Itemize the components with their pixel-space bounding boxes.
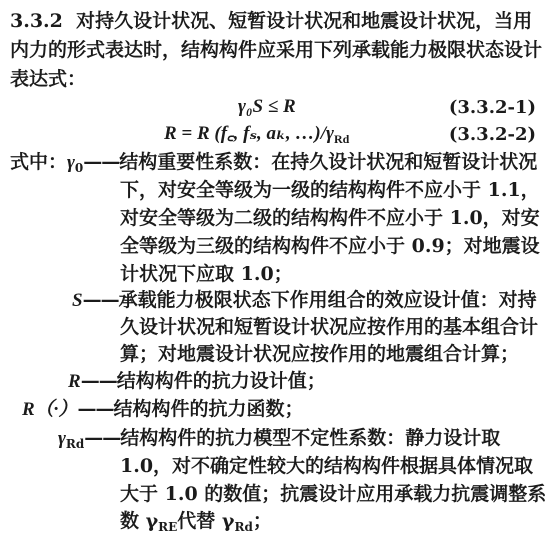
definition-gammaRd-line-2: 1.0，对不确定性较大的结构构件根据具体情况取	[120, 455, 534, 477]
section-intro-line-1: 3.3.2 对持久设计状况、短暂设计状况和地震设计状况，当用	[10, 10, 533, 32]
definition-gamma0: 式中：$\gamma_0——$结构重要性系数：在持久设计状况和短暂设计状况	[10, 151, 538, 175]
definition-gamma0-line-3: 对安全等级为二级的结构构件不应小于 1.0，对安	[120, 207, 540, 229]
definition-R-function: R（·）——结构构件的抗力函数；	[22, 398, 304, 420]
equation-1-number: (3.3.2-1)	[448, 97, 536, 118]
equation-2: R = R (f꜀, fₛ, aₖ, $\dots)/\gamma_{Rd}$	[164, 123, 350, 146]
definition-S-line-2: 久设计状况和短暂设计状况应按作用的基本组合计	[120, 316, 539, 338]
definition-gammaRd-line-3: 大于 1.0 的数值；抗震设计应用承载力抗震调整系	[120, 483, 547, 505]
equation-2-number: (3.3.2-2)	[448, 124, 536, 145]
section-number: 3.3.2	[10, 10, 63, 32]
section-intro-line-3: 表达式：	[10, 68, 87, 90]
equation-1: γ₀S ≤ R	[238, 96, 296, 117]
definition-S-line-3: 算；对地震设计状况应按作用的地震组合计算；	[120, 343, 520, 365]
definition-gamma0-line-2: 下，对安全等级为一级的结构构件不应小于 1.1，	[120, 179, 540, 201]
definition-gammaRd-line-4: 数 $\gamma_{RE}$代替 $\gamma_{Rd}$；	[120, 510, 272, 534]
definition-gamma0-line-4: 全等级为三级的结构构件不应小于 0.9；对地震设	[120, 235, 540, 257]
section-intro-line-2: 内力的形式表达时，结构构件应采用下列承载能力极限状态设计	[10, 39, 543, 61]
definition-S: S——承载能力极限状态下作用组合的效应设计值：对持	[72, 289, 537, 311]
definition-gamma0-line-5: 计状况下应取 1.0；	[120, 263, 293, 285]
definition-gammaRd: $\gamma_{Rd}——$结构构件的抗力模型不定性系数：静力设计取	[58, 427, 501, 451]
definition-R: R——结构构件的抗力设计值；	[68, 370, 326, 392]
